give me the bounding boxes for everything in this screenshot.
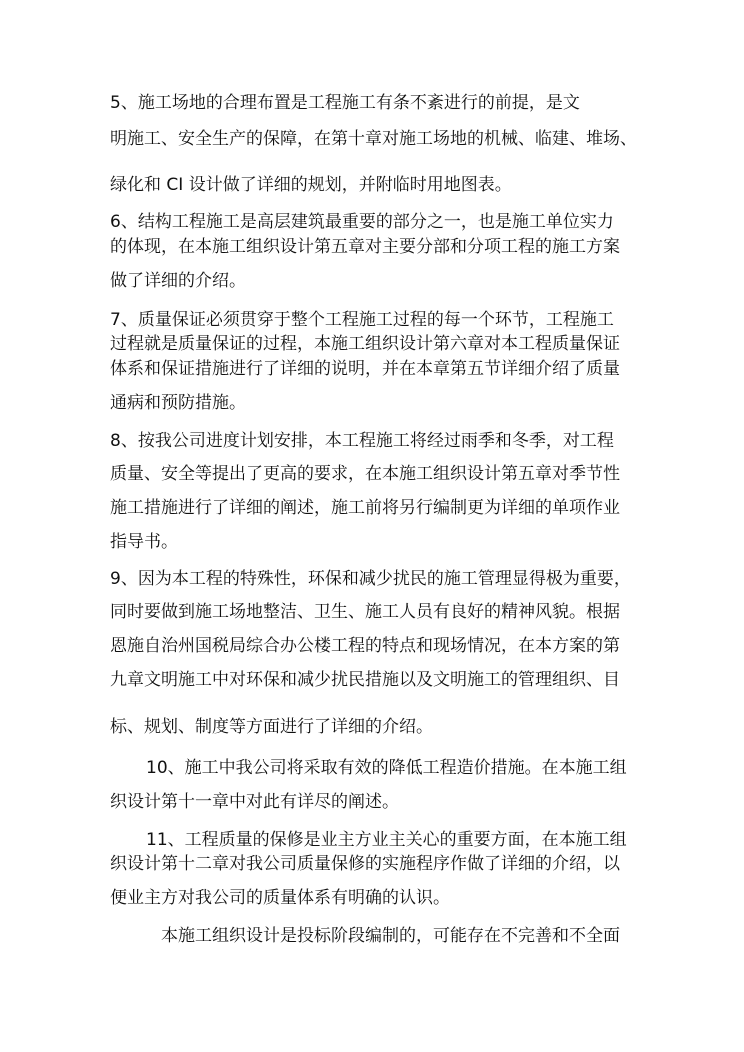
text-line: 做了详细的介绍。 [110, 271, 246, 291]
text-line: 同时要做到施工场地整洁、卫生、施工人员有良好的精神风貌。根据 [110, 602, 620, 622]
text-line: 标、规划、制度等方面进行了详细的介绍。 [110, 717, 433, 737]
text-line: 8、按我公司进度计划安排，本工程施工将经过雨季和冬季，对工程 [110, 431, 614, 451]
text-line: 体系和保证措施进行了详细的说明，并在本章第五节详细介绍了质量 [110, 359, 620, 379]
text-line: 质量、安全等提出了更高的要求，在本施工组织设计第五章对季节性 [110, 464, 620, 484]
text-line: 本施工组织设计是投标阶段编制的，可能存在不完善和不全面 [161, 926, 620, 946]
text-line: 九章文明施工中对环保和减少扰民措施以及文明施工的管理组织、目 [110, 670, 620, 690]
text-line: 施工措施进行了详细的阐述，施工前将另行编制更为详细的单项作业 [110, 498, 620, 518]
text-line: 过程就是质量保证的过程，本施工组织设计第六章对本工程质量保证 [110, 334, 620, 354]
text-line: 7、质量保证必须贯穿于整个工程施工过程的每一个环节，工程施工 [110, 310, 614, 330]
text-line: 恩施自治州国税局综合办公楼工程的特点和现场情况，在本方案的第 [110, 636, 620, 656]
text-line: 织设计第十二章对我公司质量保修的实施程序作做了详细的介绍，以 [110, 854, 620, 874]
text-line: 便业主方对我公司的质量体系有明确的认识。 [110, 888, 450, 908]
text-line: 绿化和 CI 设计做了详细的规划，并附临时用地图表。 [110, 175, 512, 195]
text-line: 织设计第十一章中对此有详尽的阐述。 [110, 792, 399, 812]
text-line: 指导书。 [110, 532, 178, 552]
text-line: 通病和预防措施。 [110, 393, 246, 413]
text-line: 9、因为本工程的特殊性，环保和减少扰民的施工管理显得极为重要， [110, 569, 631, 589]
text-line: 10、施工中我公司将采取有效的降低工程造价措施。在本施工组 [146, 758, 627, 778]
text-line: 11、工程质量的保修是业主方业主关心的重要方面，在本施工组 [146, 830, 627, 850]
text-line: 5、施工场地的合理布置是工程施工有条不紊进行的前提，是文 [110, 93, 580, 113]
text-line: 明施工、安全生产的保障，在第十章对施工场地的机械、临建、堆场、 [110, 129, 637, 149]
text-line: 的体现，在本施工组织设计第五章对主要分部和分项工程的施工方案 [110, 237, 620, 257]
text-line: 6、结构工程施工是高层建筑最重要的部分之一，也是施工单位实力 [110, 212, 614, 232]
